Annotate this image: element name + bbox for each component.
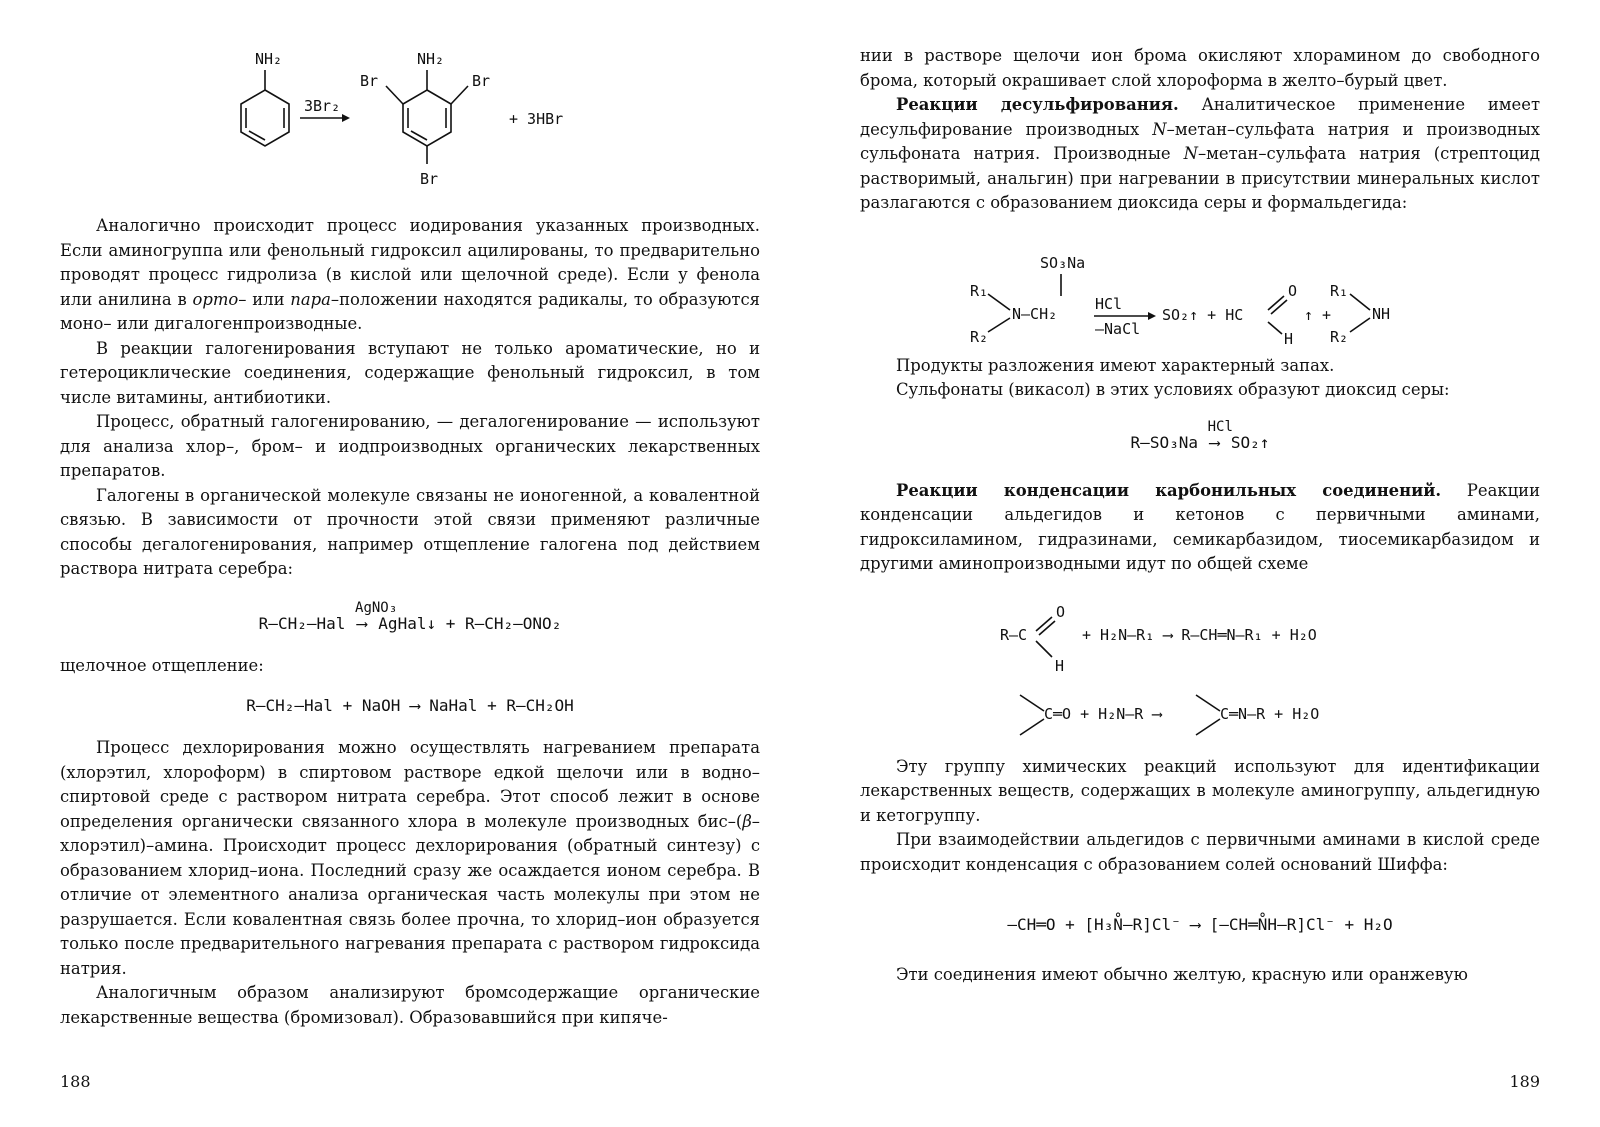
aldehyde-condensation — [1000, 603, 1317, 675]
equation-agno3: R—CH₂—Hal ⟶ AgNO₃ AgHal↓ + R—CH₂—ONO₂ — [258, 599, 562, 633]
svg-text:R₁: R₁ — [970, 281, 989, 300]
svg-text:R₂: R₂ — [1330, 327, 1349, 346]
paragraph: Процесс, обратный галогенированию, — дегалогенирование — используют для анализа хлор–, бром– и иодпроизводных органических лекарственных препаратов. — [60, 412, 760, 480]
page-number: 188 — [60, 1072, 91, 1091]
condensation-scheme — [860, 595, 1540, 745]
paragraph: Процесс дехлорирования можно осуществлять нагреванием препарата (хлорэтил, хлороформ) в спиртовом растворе едкой щелочи или в водно–спиртовой среде с раствором нитрата серебра. Этот способ лежит в основе определения органически связанного хлора в молекуле производных бис–(β–хлорэтил)–амина. Происходит процесс дехлорирования (обратный синтезу) с образованием хлорид–иона. Последний сразу же осаждается ионом серебра. В отличие от элементного анализа органическая часть молекулы при этом не разрушается. Если ковалентная связь более прочна, то хлорид–ион образуется только после предварительного нагревания препарата с раствором гидроксида натрия. — [60, 738, 760, 978]
bromination-scheme — [60, 40, 760, 240]
tribromoaniline-ring — [386, 70, 468, 164]
svg-text:HCl: HCl — [1095, 294, 1123, 313]
equation-naoh: R—CH₂—Hal + NaOH ⟶ NaHal + R—CH₂OH — [246, 696, 574, 715]
svg-text:+ H₂N—R₁ ⟶ R—CH═N—R₁ + H₂O: + H₂N—R₁ ⟶ R—CH═N—R₁ + H₂O — [1082, 625, 1317, 644]
paragraph: Аналогичным образом анализируют бромсодержащие органические лекарственные вещества (бромизовал). Образовавшийся при кипяче- — [60, 983, 760, 1027]
paragraph: Аналогично происходит процесс иодирования указанных производных. Если аминогруппа или фенольный гидроксил ацилированы, то предварительно проводят процесс гидролиза (в кислой или щелочной среде). Если у фенола или анилина в орто– или пара–положении находятся радикалы, то образуются моно– или дигалогенпроизводные. — [60, 216, 760, 333]
svg-text:H: H — [1284, 329, 1294, 348]
br-left: Br — [360, 72, 379, 90]
aniline-ring — [241, 70, 289, 146]
paragraph: Сульфонаты (викасол) в этих условиях образуют диоксид серы: — [896, 380, 1450, 399]
right-page — [860, 0, 1540, 1127]
equation-schiff: —CH═O + [H₃N̊—R]Cl⁻ ⟶ [—CH═N̊H—R]Cl⁻ + H₂O — [1007, 915, 1393, 934]
paragraph: Реакции десульфирования. Аналитическое применение имеет десульфирование производных N–метан–сульфата натрия и производных сульфоната натрия. Производные N–метан–сульфата натрия (стрептоцид растворимый, анальгин) при нагревании в присутствии минеральных кислот разлагаются с образованием диоксида серы и формальдегида: — [860, 95, 1541, 212]
svg-text:SO₂↑ + HC: SO₂↑ + HC — [1162, 305, 1244, 324]
svg-text:C═O + H₂N—R ⟶: C═O + H₂N—R ⟶ — [1044, 704, 1162, 723]
paragraph: В реакции галогенирования вступают не только ароматические, но и гетероциклические соединения, содержащие фенольный гидроксил, в том числе витамины, антибиотики. — [60, 338, 760, 407]
desulfonation-scheme — [860, 230, 1540, 348]
svg-text:SO₃Na: SO₃Na — [1040, 253, 1086, 272]
svg-text:O: O — [1056, 602, 1066, 621]
paragraph: Эту группу химических реакций используют для идентификации лекарственных веществ, содержащих в молекуле аминогруппу, альдегидную и кетогруппу. — [860, 756, 1540, 825]
byproduct: + 3HBr — [509, 110, 564, 128]
left-page — [60, 0, 760, 1127]
svg-text:H: H — [1055, 656, 1065, 675]
svg-text:R₁: R₁ — [1330, 281, 1349, 300]
nh2-right: NH₂ — [417, 50, 445, 68]
br-right: Br — [472, 72, 491, 90]
paragraph: Продукты разложения имеют характерный запах. — [896, 355, 1335, 375]
nh2-left: NH₂ — [255, 50, 283, 68]
svg-text:–NaCl: –NaCl — [1095, 319, 1141, 338]
reagent-label: 3Br₂ — [304, 97, 341, 115]
paragraph: нии в растворе щелочи ион брома окисляют хлорамином до свободного брома, который окрашивает слой хлороформа в желто–бурый цвет. — [860, 46, 1540, 90]
svg-text:R—C: R—C — [1000, 625, 1028, 644]
paragraph: Галогены в органической молекуле связаны не ионогенной, а ковалентной связью. В зависимости от прочности этой связи применяют различные способы дегалогенирования, например отщепление галогена под действием раствора нитрата серебра: — [60, 485, 760, 578]
paragraph: Реакции конденсации карбонильных соединений. Реакции конденсации альдегидов и кетонов с первичными аминами, гидроксиламином, гидразинами, семикарбазидом, тиосемикарбазидом и другими аминопроизводными идут по общей схеме — [860, 480, 1541, 573]
paragraph: щелочное отщепление: — [60, 655, 264, 675]
svg-text:NH: NH — [1372, 304, 1391, 323]
br-bottom: Br — [420, 170, 439, 188]
svg-text:C═N—R + H₂O: C═N—R + H₂O — [1220, 704, 1320, 723]
ketone-condensation — [1020, 695, 1319, 735]
svg-text:N—CH₂: N—CH₂ — [1012, 304, 1058, 323]
page-number: 189 — [1509, 1072, 1540, 1091]
paragraph: Эти соединения имеют обычно желтую, красную или оранжевую — [896, 965, 1468, 984]
svg-text:R₂: R₂ — [970, 327, 989, 346]
paragraph: При взаимодействии альдегидов с первичными аминами в кислой среде происходит конденсация с образованием солей оснований Шиффа: — [860, 830, 1540, 874]
svg-text:↑ +: ↑ + — [1304, 305, 1332, 324]
svg-text:O: O — [1288, 281, 1298, 300]
equation-sulfonate: R—SO₃Na ⟶ HCl SO₂↑ — [1130, 418, 1270, 452]
